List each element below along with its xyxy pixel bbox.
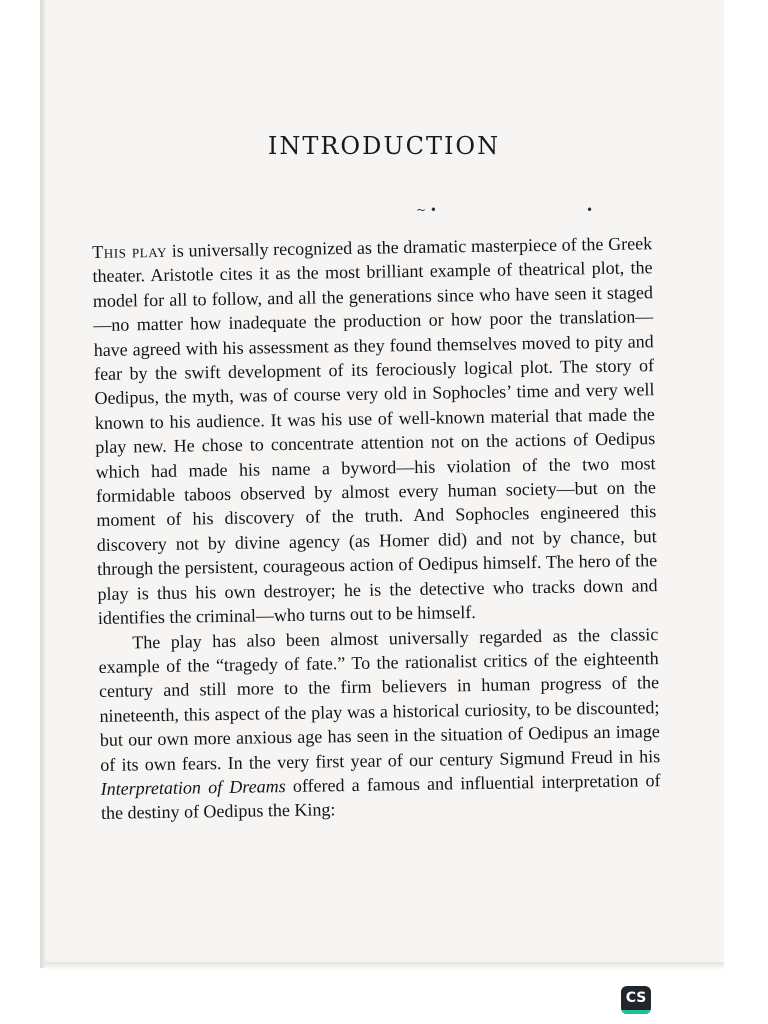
body-text [92,231,661,825]
paragraph-1-body: is universally recognized as the dramatic masterpiece of the Greek theater. Aristotle cites it as the most brilliant example of theatrical plot, the model for all to follow, and all the generations since who have seen it staged—no matter how inadequate the production or how poor the translation—have agreed with his assessment as they found themselves moved to pity and fear by the swift development of its ferociously logical plot. The story of Oedipus, the myth, was of course very old in Sophocles’ time and very well known to his audience. It was his use of well-known material that made the play new. He chose to concentrate attention not on the actions of Oedipus which had made his name a byword—his violation of the two most formidable taboos observed by almost every human society—but on the moment of his discovery of the truth. And Sophocles engineered this discovery not by divine agency (as Homer did) and not by chance, but through the persistent, courageous action of Oedipus himself. The hero of the play is thus his own destroyer; he is the detective who tracks down and identifies the criminal—who turns out to be himself. [92,233,658,629]
paragraph-1 [92,231,658,630]
paragraph-2-before: The play has also been almost universally regarded as the classic example of the “tragedy of fate.” To the rationalist critics of the eighteenth century and still more to the firm believers in human progress of the nineteenth, this aspect of the play was a historical curiosity, to be discounted; but our own more anxious age has seen in the situation of Oedipus an image of its own fears. In the very first year of our century Sigmund Freud in his [98,623,661,775]
camscanner-badge-icon[interactable]: CS [621,986,651,1014]
page-title: INTRODUCTION [267,132,501,160]
ornament-right: • [586,203,594,217]
page-bottom-edge [44,962,724,970]
paragraph-2-after: offered a famous and influential interpretation of the destiny of Oedipus the King: [100,770,661,824]
lead-small-caps: This play [92,240,168,262]
book-title-italic: Interpretation of Dreams [100,775,286,799]
ornament-left: ~ • [416,203,437,217]
paragraph-2 [98,622,661,826]
